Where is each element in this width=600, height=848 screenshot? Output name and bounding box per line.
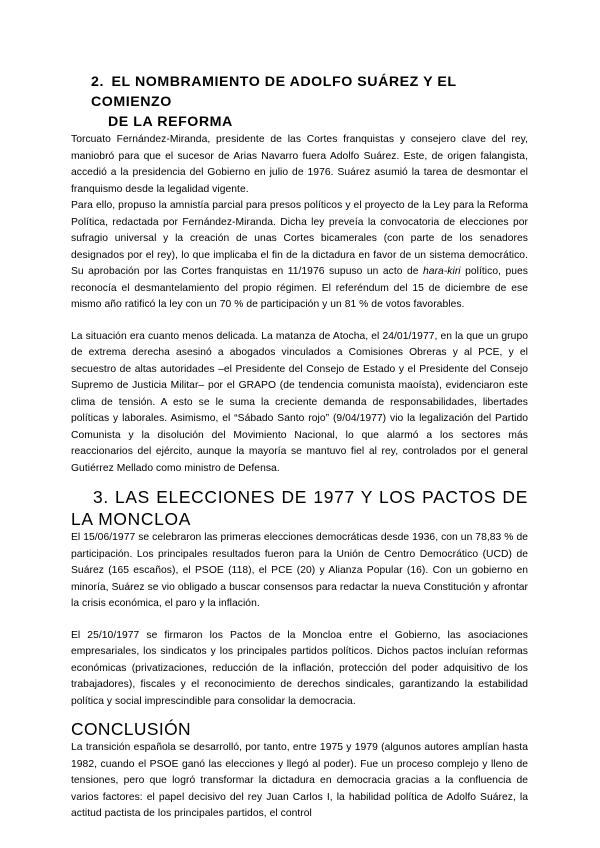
section-2-paragraph-2	[71, 198, 528, 314]
section-2-paragraph-3: La situación era cuanto menos delicada. La matanza de Atocha, el 24/01/1977, en la que un grupo de extrema derecha asesinó a abogados vinculados a Comisiones Obreras y al PCE, y el secuestro de altas autoridades –el Presidente del Consejo de Estado y el Presidente del Consejo Supremo de Justicia Militar– por el GRAPO (de tendencia comunista maoísta), evidenciaron este clima de tensión. A esto se le suma la creciente demanda de responsabilidades, libertades políticas y laborales. Asimismo, el “Sábado Santo rojo” (9/04/1977) vio la legalización del Partido Comunista y la disolución del Movimiento Nacional, lo que alarmó a los sectores más reaccionarios del ejército, aunque la mayoría se mantuvo fiel al rey, controlados por el general Gutiérrez Mellado como ministro de Defensa.	[71, 330, 528, 474]
section-3-number: 3.	[93, 487, 109, 507]
section-2-heading	[71, 72, 528, 132]
section-3-title: LAS ELECCIONES DE 1977 Y LOS PACTOS DE LA MONCLOA	[71, 487, 528, 529]
section-2-title-line1: EL NOMBRAMIENTO DE ADOLFO SUÁREZ Y EL COMIENZO	[91, 74, 457, 110]
conclusion-heading: CONCLUSIÓN	[71, 719, 191, 739]
section-2-paragraph-1: Torcuato Fernández-Miranda, presidente de las Cortes franquistas y consejero clave del rey, maniobró para que el sucesor de Arias Navarro fuera Adolfo Suárez. Este, de origen falangista, accedió a la presidencia del Gobierno en julio de 1976. Suárez asumió la tarea de desmontar el franquismo desde la legalidad vigente.	[71, 134, 528, 195]
paragraph-gap	[71, 613, 528, 628]
hara-kiri-italic: hara-kiri	[423, 266, 461, 277]
section-2-title-line2: DE LA REFORMA	[108, 114, 233, 130]
section-3-paragraph-2: El 25/10/1977 se firmaron los Pactos de la Moncloa entre el Gobierno, las asociaciones empresariales, los sindicatos y los principales partidos políticos. Dichos pactos incluían reformas económicas (privatizaciones, reducción de la inflación, protección del poder adquisitivo de los trabajadores), fiscales y el reconocimiento de derechos sindicales, garantizando la estabilidad política y social imprescindible para consolidar la democracia.	[71, 629, 528, 707]
section-2-number: 2.	[91, 74, 104, 90]
section-3-paragraph-1: El 15/06/1977 se celebraron las primeras elecciones democráticas desde 1936, con un 78,83 % de participación. Los principales resultados fueron para la Unión de Centro Democrático (UCD) de Suárez (165 escaños), el PSOE (118), el PCE (20) y Alianza Popular (16). Con un gobierno en minoría, Suárez se vio obligado a buscar consensos para redactar la nueva Constitución y afrontar la crisis económica, el paro y la inflación.	[71, 532, 528, 609]
conclusion-paragraph-1: La transición española se desarrolló, por tanto, entre 1975 y 1979 (algunos autores amplían hasta 1982, cuando el PSOE ganó las elecciones y llegó al poder). Fue un proceso complejo y lleno de tensiones, pero que logró transformar la dictadura en democracia gracias a la confluencia de varios factores: el papel decisivo del rey Juan Carlos I, la habilidad política de Adolfo Suárez, la actitud pactista de los principales partidos, el control	[71, 742, 528, 819]
section-3-heading	[71, 486, 528, 530]
section-2-paragraph-2-part-1: Para ello, propuso la amnistía parcial para presos políticos y el proyecto de la Ley para la Reforma Política, redactada por Fernández-Miranda. Dicha ley preveía la convocatoria de elecciones por sufragio universal y la creación de unas Cortes bicamerales (con parte de los senadores designados por el rey), lo que implicaba el fin de la dictadura en favor de un sistema democrático. Su aprobación por las Cortes franquistas en 11/1976 supuso un acto de	[71, 200, 528, 277]
paragraph-gap	[71, 314, 528, 329]
section-2-paragraph-2-part-2: político, pues reconocía el desmantelamiento del propio régimen. El referéndum del 15 de diciembre de ese mismo año ratificó la ley con un 70 % de participación y un 81 % de votos favorables.	[71, 266, 528, 310]
